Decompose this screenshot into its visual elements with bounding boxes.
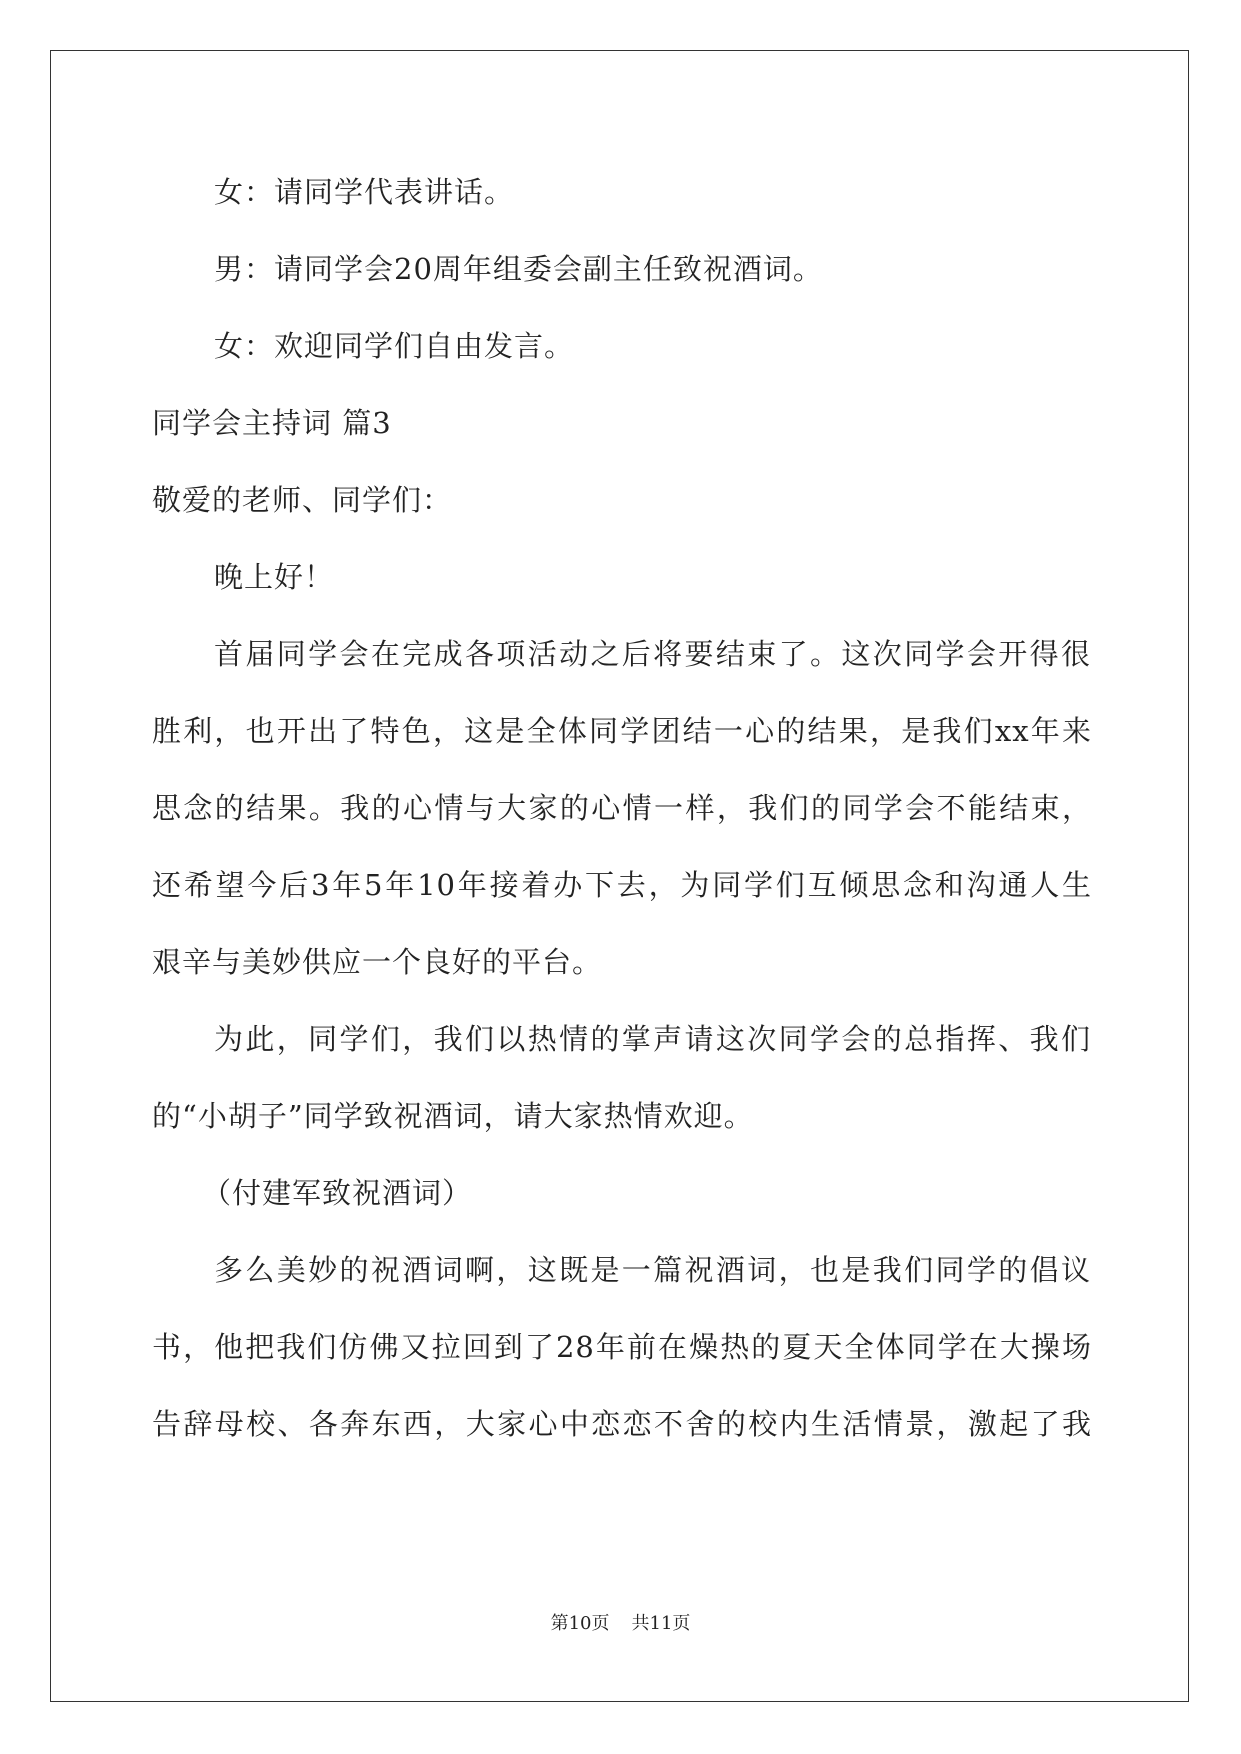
paragraph-3-line-2: 书，他把我们仿佛又拉回到了28年前在燥热的夏天全体同学在大操场 xyxy=(152,1330,1092,1364)
page-number-total: 共11页 xyxy=(631,1613,691,1634)
salutation: 敬爱的老师、同学们： xyxy=(152,483,453,517)
greeting: 晚上好！ xyxy=(214,560,335,594)
page-footer xyxy=(0,1612,1241,1636)
paragraph-2-line-1: 为此，同学们，我们以热情的掌声请这次同学会的总指挥、我们 xyxy=(214,1022,1091,1056)
dialogue-line-female-1: 女：请同学代表讲话。 xyxy=(214,175,515,209)
paragraph-1-line-4: 还希望今后3年5年10年接着办下去，为同学们互倾思念和沟通人生 xyxy=(152,868,1092,902)
paragraph-1-line-3: 思念的结果。我的心情与大家的心情一样，我们的同学会不能结束， xyxy=(152,791,1092,825)
dialogue-line-female-2: 女：欢迎同学们自由发言。 xyxy=(214,329,575,363)
paragraph-2-line-2: 的“小胡子”同学致祝酒词，请大家热情欢迎。 xyxy=(152,1099,754,1133)
dialogue-line-male-1: 男：请同学会20周年组委会副主任致祝酒词。 xyxy=(214,252,823,286)
stage-direction: （付建军致祝酒词） xyxy=(202,1176,473,1210)
paragraph-1-line-1: 首届同学会在完成各项活动之后将要结束了。这次同学会开得很 xyxy=(214,637,1091,671)
paragraph-3-line-3: 告辞母校、各奔东西，大家心中恋恋不舍的校内生活情景，激起了我 xyxy=(152,1407,1092,1441)
paragraph-3-line-1: 多么美妙的祝酒词啊，这既是一篇祝酒词，也是我们同学的倡议 xyxy=(214,1253,1091,1287)
paragraph-1-line-5: 艰辛与美妙供应一个良好的平台。 xyxy=(152,945,603,979)
paragraph-1-line-2: 胜利，也开出了特色，这是全体同学团结一心的结果，是我们xx年来 xyxy=(152,714,1092,748)
section-heading: 同学会主持词 篇3 xyxy=(152,406,392,440)
page-number-current: 第10页 xyxy=(550,1613,610,1634)
